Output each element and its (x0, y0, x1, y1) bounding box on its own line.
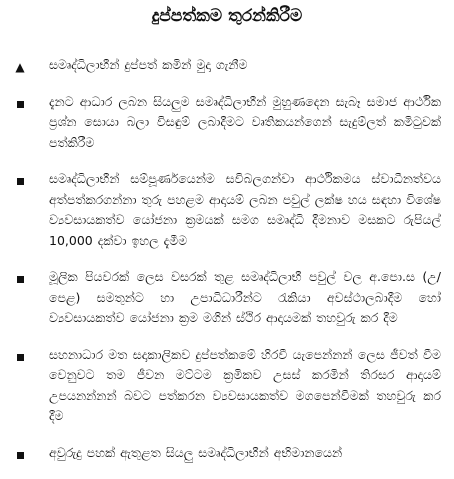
list-item-text: සමෘද්ධිලාභීන් සම්පූර්ණයෙන්ම සවිබලගන්වා ආර්ථිකමය ස්වාධීනත්වය අත්පත්කරගන්නා තුරු පහළම ආදායම් ලබන පවුල් ලක්ෂ හය සඳහා විශේෂ ව්‍යවසායකත්ව යෝජනා ක්‍රමයක් සමග සමෘද්ධි දීමනාව මසකට රුපියල් 10,000 දක්වා ඉහල දැමීම (49, 171, 441, 248)
square-bullet-icon (17, 178, 24, 185)
list-item (0, 169, 454, 251)
list-item-text: මූලික පියවරක් ලෙස වසරක් තුළ සමෘද්ධිලාභී පවුල් වල අ.පො.ස (උ/පෙළ) සමතුන්ට හා උපාධිධාරීන්ට රැකියා අවස්ථාලබාදීම හෝ ව්‍යවසායකත්ව යෝජනා ක්‍රම මගින් ස්ථිර ආදායමක් තහවුරු කර දීම (49, 269, 441, 325)
policy-list (0, 55, 454, 479)
list-item (0, 345, 454, 427)
square-bullet-icon (17, 101, 24, 108)
list-item-text: සමෘද්ධිලාභීන් දුප්පත් කමින් මුදා ගැනීම (49, 57, 248, 72)
square-bullet-icon (17, 452, 24, 459)
triangle-bullet-icon: ▲ (15, 60, 25, 74)
list-item (0, 55, 454, 76)
square-bullet-icon (17, 354, 24, 361)
list-item-text: අවුරුදු පහක් ඇතුළත සියලු සමෘද්ධිලාභීන් අභිමානයෙන් (49, 444, 343, 460)
square-bullet-icon (17, 276, 24, 283)
list-item-text: දැනට ආධාර ලබන සියලුම සමෘද්ධිලාභීන් මුහුණදෙන සැබෑ සමාජ ආර්ථික ප්‍රශ්න සොයා බලා විසඳුම් ලබාදීමට වෘතිකයන්ගෙන් සැදුම්ලත් කමිටුවක් පත්කිරීම (49, 93, 441, 150)
list-item (0, 267, 454, 329)
list-item (0, 443, 454, 464)
page-title: දුප්පත්කම තුරන්කිරීම (151, 6, 303, 26)
list-item-text: සහනාධාර මත සදාකාලිකව දුප්පත්කමේ හිරවී යැපෙන්නන් ලෙස ජීවත් වීම වෙනුවට තම ජීවන මට්ටම ක්‍රමිකව උසස් කරමින් තිරසර ආදායම් උපයනන්නන් බවට පත්කරන ව්‍යවසායකත්ව මගපෙන්වීමක් තහවුරු කර දීම (49, 346, 441, 423)
list-item (0, 92, 454, 154)
